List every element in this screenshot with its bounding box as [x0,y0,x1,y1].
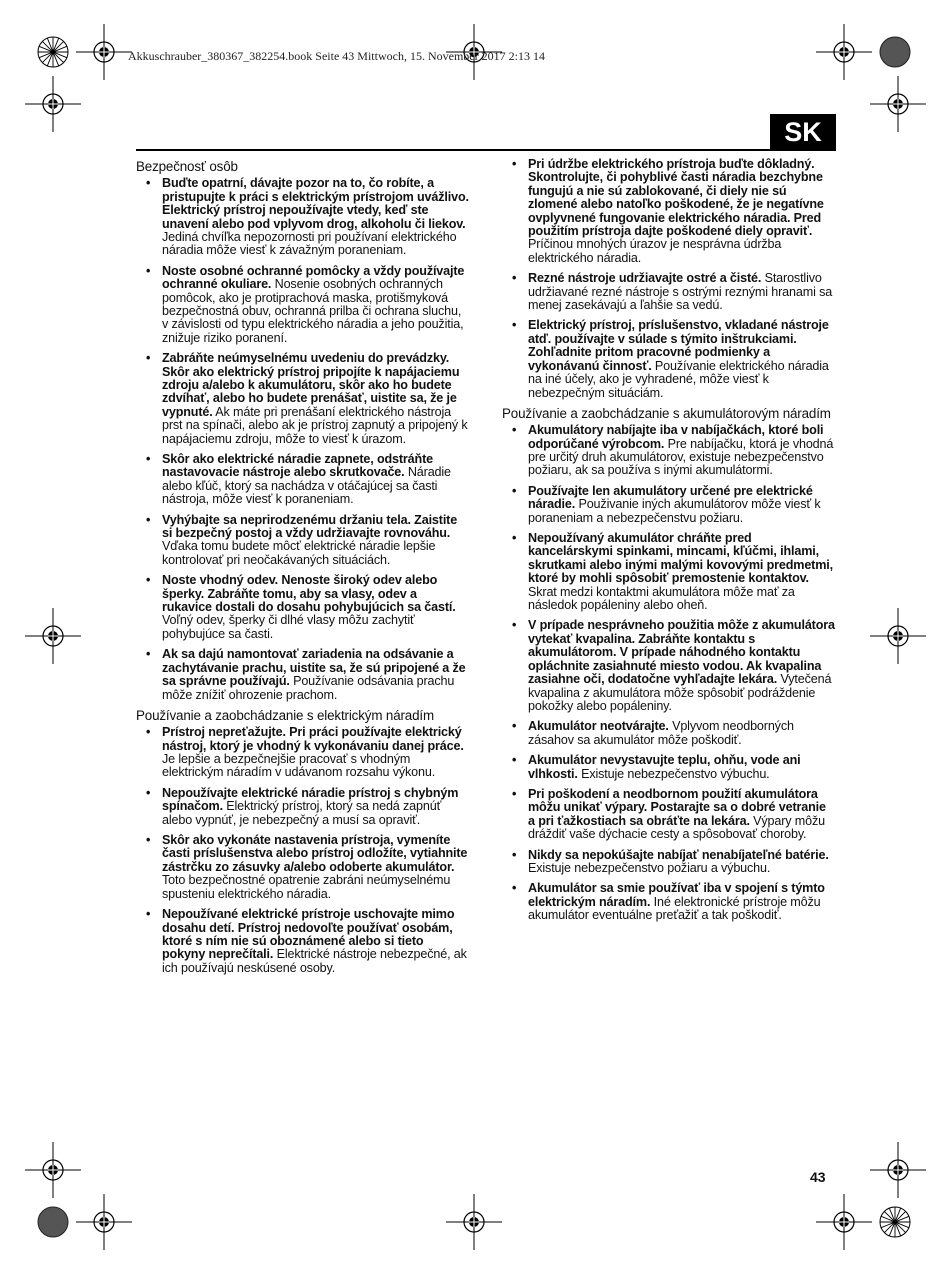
item-text: Nosenie osobných ochranných pomôcok, ako je protiprachová maska, protišmyková bezpečnostná obuv, ochranná prilba či ochrana sluchu, v závislosti od typu elektrického náradia a jeho použitia, znižuje riziko poranení. [162,277,464,345]
right-column [502,158,835,930]
item-bold-text: V prípade nesprávneho použitia môže z akumulátora vytekať kvapalina. Zabráňte kontaktu s akumulátorom. V prípade náhodného kontaktu opláchnite zasiahnuté miesto vodou. Ak kvapalina zasiahne oči, dodatočne vyhľadajte lekára. [528,618,835,687]
list-item [502,754,835,781]
item-text: Náradie alebo kľúč, ktorý sa nachádza v otáčajúcej sa časti nástroja, môže viesť k poraneniam. [162,465,451,507]
item-bold-text: Rezné nástroje udržiavajte ostré a čisté. [528,271,762,286]
item-bold-text: Nepoužívaný akumulátor chráňte pred kancelárskymi spinkami, mincami, kľúčmi, ihlami, skrutkami alebo inými malými kovovými predmetmi, ktoré by mohli spôsobiť premostenie kontaktov. [528,531,833,586]
item-bold-text: Zabráňte neúmyselnému uvedeniu do prevádzky. Skôr ako elektrický prístroj pripojíte k napájaciemu zdroju a/alebo k akumulátoru, skôr ako ho budete zdvíhať, alebo ho budete prenášať, uistite sa, že je vypnuté. [162,351,460,419]
item-bold-text: Buďte opatrní, dávajte pozor na to, čo robíte, a pristupujte k práci s elektrickým prístrojom uvážlivo. Elektrický prístroj nepoužívajte vtedy, keď ste unavení alebo pod vplyvom drog, alkoholu či liekov. [162,176,469,231]
item-bold-text: Noste osobné ochranné pomôcky a vždy používajte ochranné okuliare. [162,263,465,292]
item-text: Pre nabíjačku, ktorá je vhodná pre určitý druh akumulátorov, existuje nebezpečenstvo požiaru, ak sa používa s inými akumulátormi. [528,436,834,478]
item-text: Voľný odev, šperky či dlhé vlasy môžu zachytiť pohybujúce sa časti. [162,613,415,641]
list-item [502,849,835,876]
item-text: Vďaka tomu budete môcť elektrické náradie lepšie kontrolovať pri neočakávaných situáciách. [162,539,436,567]
item-bold-text: Pri poškodení a neodbornom použití akumulátora môžu unikať výpary. Postarajte sa o dobré vetranie a pri ťažkostiach sa obráťte na lekára. [528,786,826,828]
list-item [136,177,469,257]
item-text: Toto bezpečnostné opatrenie zabráni neúmyselnému spusteniu elektrického náradia. [162,873,451,901]
item-text: Existuje nebezpečenstvo výbuchu. [577,766,770,781]
item-bold-text: Prístroj nepreťažujte. Pri práci používajte elektrický nástroj, ktorý je vhodný k vykonávaniu danej práce. [162,725,464,753]
list-item [502,788,835,842]
section-heading: Používanie a zaobchádzanie s elektrickým náradím [136,707,434,723]
list-item [502,619,835,713]
item-bold-text: Akumulátor neotvárajte. [528,719,669,734]
item-text: Iné elektronické prístroje môžu akumulátor eventuálne preťažiť a tak poškodiť. [528,894,821,923]
item-text: Elektrický prístroj, ktorý sa nedá zapnúť alebo vypnúť, je nebezpečný a musí sa opraviť. [162,799,442,827]
list-item [502,720,835,747]
item-text: Je lepšie a bezpečnejšie pracovať s vhodným elektrickým náradím v udávanom rozsahu výkonu. [162,752,436,780]
item-text: Existuje nebezpečenstvo požiaru a výbuchu. [528,860,771,875]
item-bold-text: Noste vhodný odev. Nenoste široký odev alebo šperky. Zabráňte tomu, aby sa vlasy, odev a rukavice dostali do dosahu pohybujúcich sa častí. [162,573,456,615]
item-text: Používanie elektrického náradia na iné účely, ako je vyhradené, môže viesť k nebezpečným situáciám. [528,358,829,400]
list-item [136,726,469,780]
language-tab: SK [770,114,836,150]
list-item [136,834,469,901]
item-text: Skrat medzi kontaktmi akumulátora môže mať za následok popáleniny alebo oheň. [528,584,795,613]
list-item [502,424,835,478]
list-item [136,574,469,641]
list-item [136,265,469,345]
section-heading: Používanie a zaobchádzanie s akumulátorovým náradím [502,405,831,421]
item-text: Použivanie iných akumulátorov môže viesť k poraneniam a nebezpečenstvu požiaru. [528,497,821,525]
item-text: Používanie odsávania prachu môže znížiť ohrozenie prachom. [162,674,455,702]
item-bold-text: Elektrický prístroj, príslušenstvo, vkladané nástroje atď. používajte v súlade s týmito inštrukciami. Zohľadnite pritom pracovné podmienky a vykonávanú činnosť. [528,318,829,373]
item-bold-text: Nepoužívajte elektrické náradie prístroj s chybným spínačom. [162,785,459,814]
item-text: Výpary môžu dráždiť vaše dýchacie cesty a spôsobovať choroby. [528,813,826,842]
list-item [502,485,835,525]
item-bold-text: Pri údržbe elektrického prístroja buďte dôkladný. Skontrolujte, či pohyblivé časti náradia bezchybne fungujú a nie sú zablokované, či diely nie sú zlomené alebo natoľko poškodené, že je negatívne ovplyvnené fungovanie elektrického náradia. Pred použitím prístroja dajte poškodené diely opraviť. [528,157,824,239]
item-bold-text: Nepoužívané elektrické prístroje uschovajte mimo dosahu detí. Prístroj nedovoľte používať osobám, ktoré s ním nie sú oboznámené alebo si tieto pokyny neprečítali. [162,907,455,962]
item-text: Jediná chvíľka nepozornosti pri používaní elektrického náradia môže viesť k závažným poraneniam. [162,229,457,258]
item-text: Elektrické nástroje nebezpečné, ak ich používajú neskúsené osoby. [162,947,467,975]
item-bold-text: Skôr ako vykonáte nastavenia prístroja, vymeníte časti príslušenstva alebo prístroj odložíte, vytiahnite zástrčku zo zásuvky a/alebo odoberte akumulátor. [162,833,468,874]
item-text: Starostlivo udržiavané rezné nástroje s ostrými reznými hranami sa menej zasekávajú a ľahšie sa vedú. [528,271,833,313]
header-rule [136,149,836,151]
item-text: Ak máte pri prenášaní elektrického nástroja prst na spínači, alebo ak je prístroj zapnutý a pripojený k napájaciemu zdroju, môže to viesť k úrazom. [162,404,468,446]
item-text: Vytečená kvapalina z akumulátora môže spôsobiť podráždenie pokožky alebo popáleniny. [528,672,832,713]
list-item [502,272,835,312]
list-item [502,319,835,399]
item-bold-text: Vyhýbajte sa neprirodzenému držaniu tela. Zaistite si bezpečný postoj a vždy udržiavajte rovnováhu. [162,512,458,541]
list-item [502,532,835,612]
item-text: Vplyvom neodborných zásahov sa akumulátor môže poškodiť. [528,719,794,747]
book-info-line: Akkuschrauber_380367_382254.book Seite 43 Mittwoch, 15. November 2017 2:13 14 [128,49,545,63]
safety-list [136,177,469,702]
list-item [136,352,469,446]
left-column [136,158,469,982]
safety-list [502,424,835,922]
item-bold-text: Používajte len akumulátory určené pre elektrické náradie. [528,483,813,512]
list-item [502,882,835,922]
list-item [136,787,469,827]
item-bold-text: Akumulátor nevystavujte teplu, ohňu, vode ani vlhkosti. [528,753,801,781]
list-item [136,908,469,975]
item-bold-text: Ak sa dajú namontovať zariadenia na odsávanie a zachytávanie prachu, uistite sa, že sú pripojené a že sa správne používajú. [162,647,466,689]
item-text: Príčinou mnohých úrazov je nesprávna údržba elektrického náradia. [528,237,782,265]
page-number: 43 [810,1169,826,1185]
safety-list [136,726,469,975]
item-bold-text: Nikdy sa nepokúšajte nabíjať nenabíjateľné batérie. [528,847,829,862]
section-heading: Bezpečnosť osôb [136,159,238,174]
item-bold-text: Skôr ako elektrické náradie zapnete, odstráňte nastavovacie nástroje alebo skrutkovače. [162,452,433,480]
list-item [136,648,469,702]
safety-list [502,158,835,400]
item-bold-text: Akumulátory nabíjajte iba v nabíjačkách, ktoré boli odporúčané výrobcom. [528,423,824,451]
list-item [502,158,835,265]
item-bold-text: Akumulátor sa smie používať iba v spojení s týmto elektrickým náradím. [528,881,825,909]
list-item [136,514,469,568]
list-item [136,453,469,507]
